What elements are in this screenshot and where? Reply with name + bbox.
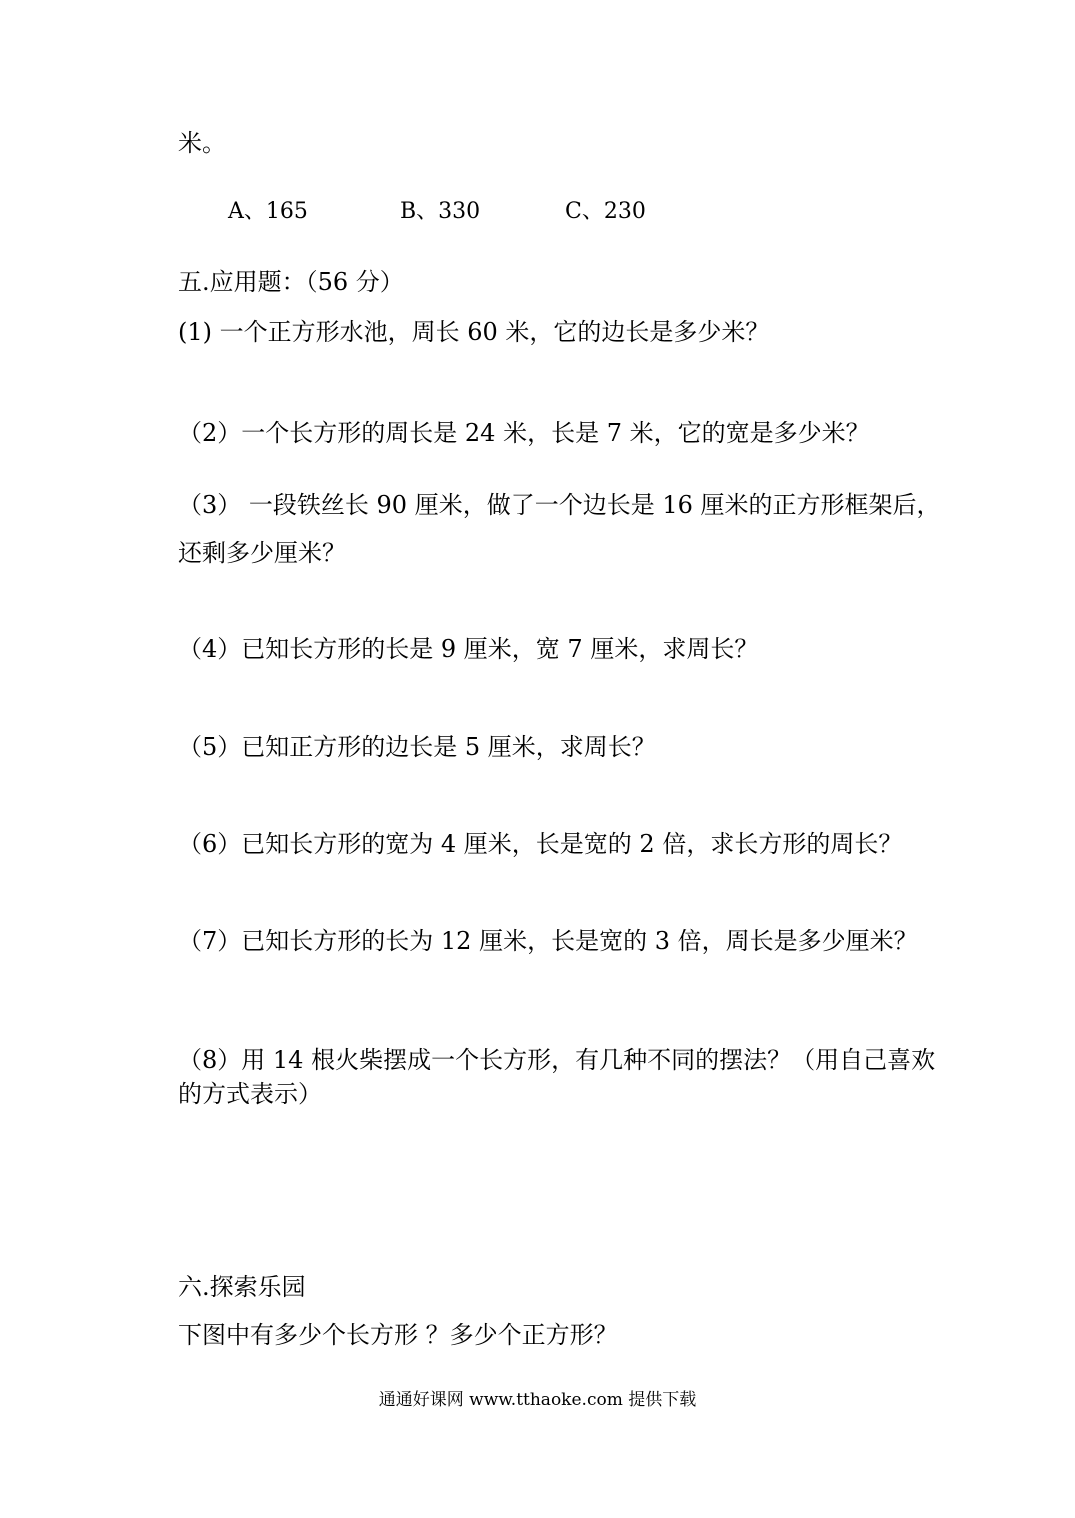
question-5: （5）已知正方形的边长是 5 厘米，求周长？	[178, 733, 656, 761]
option-b: B、330	[400, 199, 481, 224]
question-1: (1) 一个正方形水池，周长 60 米，它的边长是多少米？	[178, 318, 770, 346]
question-7: （7）已知长方形的长为 12 厘米，长是宽的 3 倍，周长是多少厘米？	[178, 927, 918, 955]
page-footer: 通通好课网 www.tthaoke.com 提供下载	[378, 1390, 697, 1410]
question-6: （6）已知长方形的宽为 4 厘米，长是宽的 2 倍，求长方形的周长？	[178, 830, 903, 858]
question-4: （4）已知长方形的长是 9 厘米，宽 7 厘米，求周长？	[178, 635, 759, 663]
option-c: C、230	[565, 199, 646, 224]
question-3-line2: 还剩多少厘米？	[178, 539, 346, 567]
question-3-line1: （3） 一段铁丝长 90 厘米，做了一个边长是 16 厘米的正方形框架后，	[178, 491, 941, 519]
section5-heading: 五.应用题：（56 分）	[178, 268, 404, 296]
question-8-line1: （8）用 14 根火柴摆成一个长方形，有几种不同的摆法？（用自己喜欢	[178, 1046, 936, 1074]
question-8-line2: 的方式表示）	[178, 1080, 322, 1108]
section6-prompt: 下图中有多少个长方形 ？多少个正方形？	[178, 1321, 618, 1349]
continuation-text: 米。	[178, 129, 226, 157]
section6-heading: 六.探索乐园	[178, 1273, 306, 1301]
option-a: A、165	[228, 199, 308, 224]
question-2: （2）一个长方形的周长是 24 米，长是 7 米，它的宽是多少米？	[178, 419, 870, 447]
